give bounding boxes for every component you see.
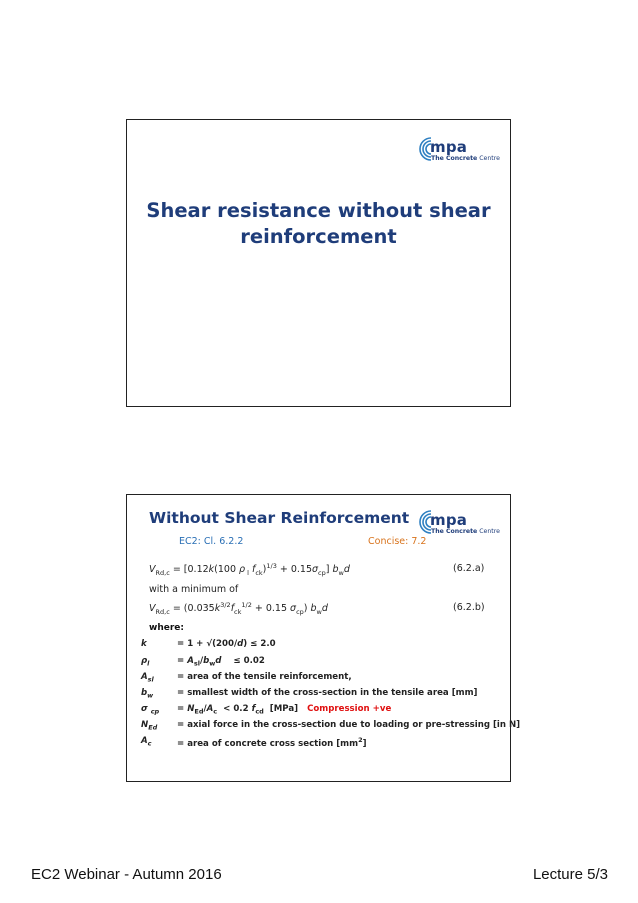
logo-subtitle: The Concrete Centre xyxy=(431,528,500,535)
where-label: where: xyxy=(149,623,184,633)
definition-bw: = smallest width of the cross-section in the tensile area [mm] xyxy=(177,688,478,698)
symbol-asl: $A_{sl}$ xyxy=(141,672,154,684)
footer-webinar: EC2 Webinar - Autumn 2016 xyxy=(31,866,222,883)
equation-6-2-a: $V_{Rd,c} = [0.12k(100$ ρ $_l$ $f_{ck})^{1/3} + 0.15\sigma_{cp}$] $b_wd$ xyxy=(149,562,350,578)
minimum-text: with a minimum of xyxy=(149,584,239,595)
equation-number-a: (6.2.a) xyxy=(453,563,485,574)
footer-lecture: Lecture 5/3 xyxy=(532,866,608,883)
ec2-clause-ref: EC2: Cl. 6.2.2 xyxy=(179,536,244,547)
symbol-ned: $N_{Ed}$ xyxy=(141,720,158,732)
definition-sigma-cp: = $N_{Ed}/A_c < 0.2$ $f_{cd}$ [MPa] Compression +ve xyxy=(177,704,392,716)
logo-word: mpa xyxy=(430,138,468,156)
concise-ref: Concise: 7.2 xyxy=(368,536,427,547)
definition-k: = 1 + √(200/d) ≤ 2.0 xyxy=(177,639,276,649)
compression-note: Compression +ve xyxy=(307,704,392,714)
symbol-rho-l: $\rho_l$ xyxy=(141,656,150,668)
equation-6-2-b: $V_{Rd,c} = (0.035k^{3/2}f_{ck}^{1/2} + 0.15$ $\sigma_{cp}$) $b_wd$ xyxy=(149,601,328,617)
definition-ac: = area of concrete cross section $[mm^2]$ xyxy=(177,736,367,749)
symbol-k: k xyxy=(141,639,147,649)
symbol-sigma-cp: σ $_{cp}$ xyxy=(141,704,160,716)
equation-number-b: (6.2.b) xyxy=(453,602,485,613)
slide-2 xyxy=(126,494,521,782)
definition-asl: = area of the tensile reinforcement, xyxy=(177,672,352,682)
logo-subtitle: The Concrete Centre xyxy=(431,155,500,162)
logo-word: mpa xyxy=(430,511,468,529)
slide-2-title: Without Shear Reinforcement xyxy=(149,509,410,527)
slide-1-title: Shear resistance without shear reinforcement xyxy=(146,199,491,248)
symbol-ac: $A_c$ xyxy=(141,736,152,748)
definition-rho-l: = $A_{sl}/b_wd$ ≤ 0.02 xyxy=(177,656,265,668)
symbol-bw: $b_w$ xyxy=(141,688,154,700)
definition-ned: = axial force in the cross-section due to loading or pre-stressing [in N] xyxy=(177,720,521,730)
slide-1 xyxy=(126,119,511,407)
